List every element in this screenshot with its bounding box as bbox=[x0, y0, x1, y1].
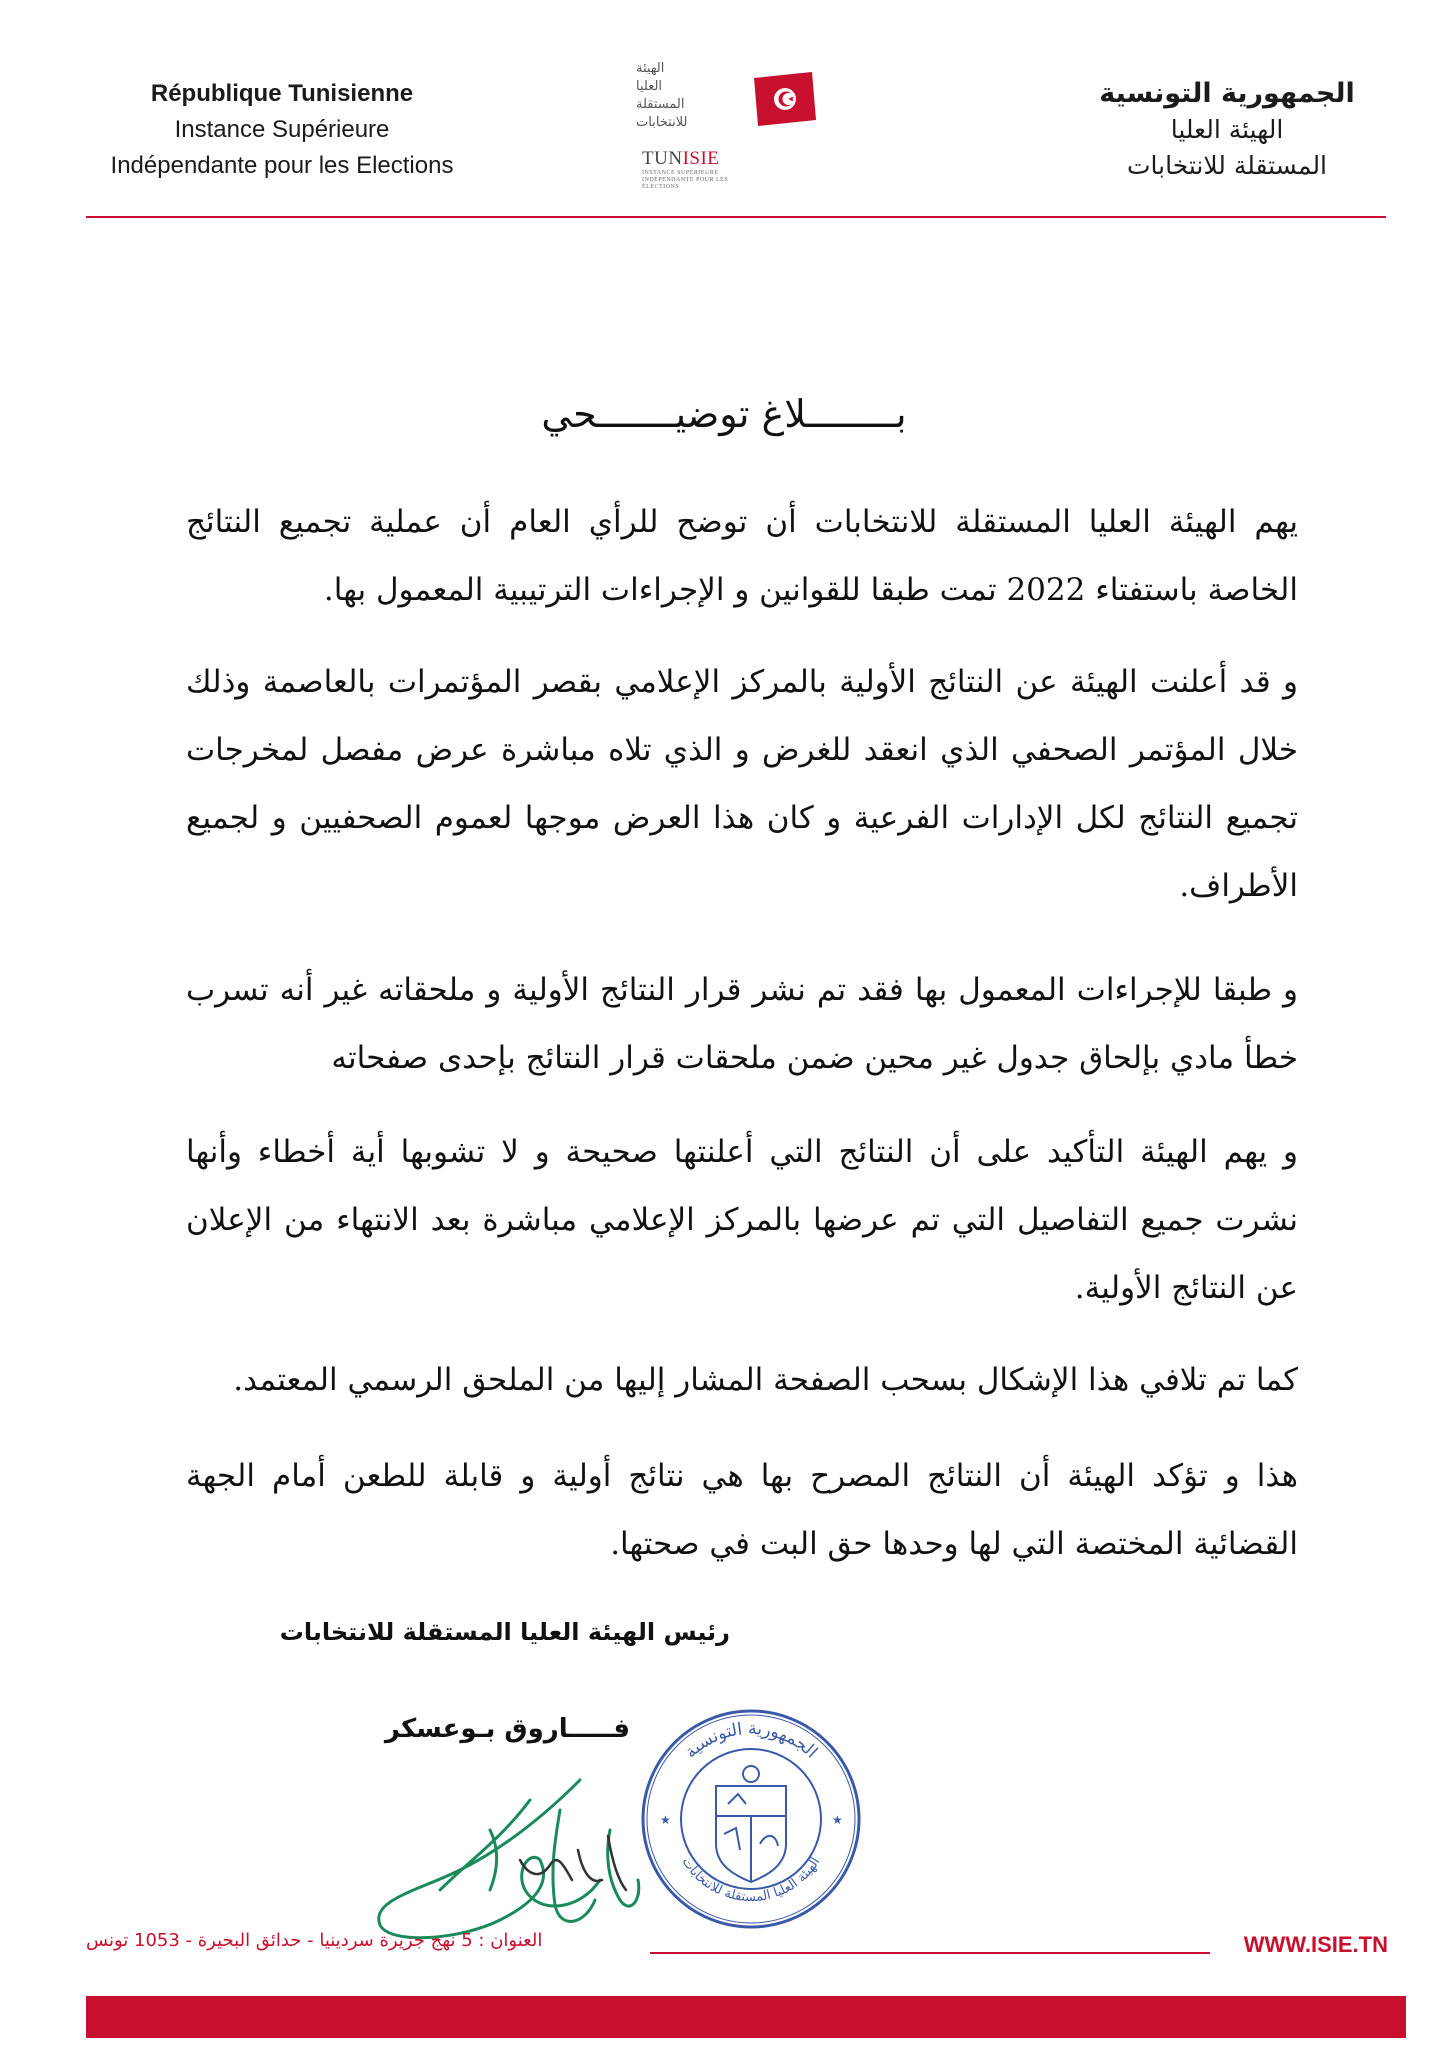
document-title: بــــــــلاغ توضيـــــــحي bbox=[541, 392, 907, 436]
signatory-title: رئيس الهيئة العليا المستقلة للانتخابات bbox=[279, 1618, 730, 1646]
tunisia-flag-icon bbox=[754, 72, 816, 126]
svg-text:الجمهورية التونسية bbox=[681, 1719, 821, 1762]
body-paragraph: و طبقا للإجراءات المعمول بها فقد تم نشر قرار النتائج الأولية و ملحقاته غير أنه تسرب خطأ مادي بإلحاق جدول غير محين ضمن ملحقات قرار النتائج بإحدى صفحاته bbox=[186, 972, 1298, 1076]
body-paragraph: يهم الهيئة العليا المستقلة للانتخابات أن توضح للرأي العام أن عملية تجميع النتائج الخاصة باستفتاء 2022 تمت طبقا للقوانين و الإجراءات الترتيبية المعمول بها. bbox=[186, 504, 1298, 608]
header-fr-instance: Instance Supérieure bbox=[174, 116, 390, 143]
logo-arabic-text bbox=[636, 60, 742, 132]
header-ar-instance: الهيئة العليا bbox=[1170, 115, 1284, 144]
header-arabic-block bbox=[1062, 76, 1392, 184]
logo-ar-line: الهيئة bbox=[636, 61, 665, 76]
footer-red-band bbox=[86, 1996, 1406, 2038]
svg-text:★: ★ bbox=[832, 1813, 843, 1827]
body-paragraph: و قد أعلنت الهيئة عن النتائج الأولية بالمركز الإعلامي بقصر المؤتمرات بالعاصمة وذلك خلال المؤتمر الصحفي الذي انعقد للغرض و الذي تلاه مباشرة عرض مفصل لمخرجات تجميع النتائج لكل الإدارات الفرعية و كان هذا العرض موجها لعموم الصحفيين و لجميع الأطراف. bbox=[186, 664, 1298, 904]
logo-ar-line: المستقلة bbox=[636, 97, 685, 112]
signatory-name: فـــــاروق بـوعسكر bbox=[384, 1714, 630, 1744]
header-fr-republic: République Tunisienne bbox=[150, 80, 414, 107]
logo-ar-line: للانتخابات bbox=[636, 115, 688, 130]
body-paragraph: هذا و تؤكد الهيئة أن النتائج المصرح بها هي نتائج أولية و قابلة للطعن أمام الجهة القضائية المختصة التي لها وحدها حق البت في صحتها. bbox=[186, 1458, 1298, 1562]
header-ar-republic: الجمهورية التونسية bbox=[1099, 78, 1355, 109]
isie-logo bbox=[636, 60, 836, 194]
logo-ar-line: العليا bbox=[636, 79, 663, 94]
logo-subtitle: INSTANCE SUPÉRIEURE INDÉPENDANTE POUR LES ÉLECTIONS bbox=[642, 170, 729, 190]
header-divider bbox=[86, 216, 1386, 218]
header-ar-elections: المستقلة للانتخابات bbox=[1126, 151, 1328, 180]
footer-divider bbox=[650, 1952, 1210, 1954]
footer-address: العنوان : 5 نهج جزيرة سردينيا - حدائق البحيرة - 1053 تونس bbox=[86, 1930, 543, 1951]
official-stamp bbox=[636, 1704, 866, 1934]
body-paragraph: كما تم تلافي هذا الإشكال بسحب الصفحة المشار إليها من الملحق الرسمي المعتمد. bbox=[233, 1362, 1298, 1398]
body-paragraph: و يهم الهيئة التأكيد على أن النتائج التي أعلنتها صحيحة و لا تشوبها أية أخطاء وأنها نشرت جميع التفاصيل التي تم عرضها بالمركز الإعلامي مباشرة بعد الانتهاء من الإعلان عن النتائج الأولية. bbox=[186, 1134, 1298, 1306]
handwritten-signature bbox=[350, 1740, 650, 1950]
footer-website: WWW.ISIE.TN bbox=[1243, 1932, 1388, 1957]
svg-text:★: ★ bbox=[660, 1813, 671, 1827]
header-fr-elections: Indépendante pour les Elections bbox=[110, 152, 454, 179]
header-french-block bbox=[72, 76, 492, 184]
logo-tunisie-mark: TUNISIE bbox=[642, 148, 720, 169]
stamp-top-text: الجمهورية التونسية bbox=[680, 1718, 822, 1763]
stamp-bottom-text: الهيئة العليا المستقلة للانتخابات bbox=[678, 1854, 824, 1906]
